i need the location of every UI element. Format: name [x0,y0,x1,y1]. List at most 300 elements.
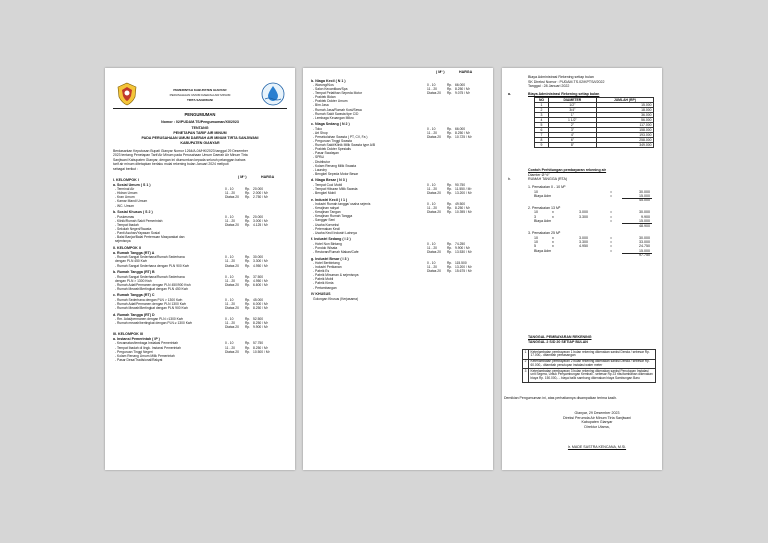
example-qty: Biaya Adm [534,194,552,198]
rate-range: Diatas 20 [427,191,441,195]
tariff-item: - Rumah Jasa/Rumah Kost/Sewa [313,107,362,112]
example-times: x [552,210,554,215]
tariff-item: - Sanggar Seni [313,218,335,223]
tariff-item: - Rumah Sangat Sederhana/Rumah Sederhana [115,255,185,260]
tariff-item: - Tempat Cuci Mobil [313,182,343,187]
rate-value: 20.000 [253,187,264,192]
example-qty: 5 [534,244,536,249]
rate-range: 11 - 20 [225,191,236,196]
example-times: x [552,244,554,249]
note-number: 2 [523,359,529,369]
rate-value: 90.750 [455,182,466,187]
note-number: 1 [523,350,529,360]
rate-value: 3.300 / M³ [253,259,268,264]
rate-value: 10.725 / M³ [455,134,472,139]
column-header-m3: ( M³ ) [238,175,247,179]
rate-currency: Rp. [245,301,251,306]
rate-range: 0 - 10 [427,126,436,131]
rate-range: 0 - 10 [427,82,436,87]
rate-range: Diatas 20 [427,210,441,215]
rate-value: 3.000 / M³ [253,218,268,223]
rate-currency: Rp. [447,82,453,87]
tariff-item: - Tempat Hiburan Milik Swasta [313,186,358,191]
section-subheading: b. Sosial Khusus ( S 2 ) [113,210,153,215]
tariff-item: - Rumah Adat/Permanen dengan PLN 450/900 Kwh [115,282,191,287]
sign-place-date: Gianyar, 29 Desember 2023 [574,411,620,415]
rate-currency: Rp. [447,202,453,206]
row-amount: 56.000 [596,118,653,123]
rate-range: 11 - 20 [225,278,236,283]
rate-range: Diatas 20 [225,349,239,354]
rate-currency: Rp. [447,91,453,96]
row-diameter: 8" [549,143,597,148]
section-subheading: c. Rumah Tangga (RT) C [113,293,155,298]
rate-currency: Rp. [447,265,453,269]
example-amount: 45.000 [639,198,650,203]
tariff-item: - Kerajinan rakyat [313,206,339,211]
tariff-item: - Pabrik Mobil [313,277,334,282]
rate-currency: Rp. [447,210,453,215]
pudam-water-logo [261,82,285,106]
example-times: x [552,214,554,219]
payment-subtitle: TANGGAL 2 S/D 20 SETIAP BULAN [528,340,588,344]
tariff-item: - Pabrik Kimia [313,281,334,286]
row-amount: 36.000 [596,113,653,118]
rate-range: Diatas 20 [225,195,239,200]
section-subheading: b. Niaga Kecil ( N 1 ) [311,78,346,83]
tariff-item: - Praktek Dokter Umum [313,99,348,104]
example-title: 2. Pemakaian 13 M³ [528,205,561,210]
example-rate: 4.950 [579,244,588,249]
note-text: Keterlambatan pembayaran 1 bulan rekening dikenakan sanksi Denda / sebesar Rp. 17.000,- ditambah pemasangan [529,350,656,360]
note-row [523,350,656,360]
rate-range: 0 - 10 [225,297,234,302]
rate-currency: Rp. [447,206,453,211]
tariff-item: - Salon Kecantikan/Spa [313,87,348,91]
sign-role: Direktur Utama, [584,424,610,429]
rate-currency: Rp. [245,306,251,310]
rate-currency: Rp. [447,269,453,274]
tariff-item: - Distributor [313,159,331,164]
row-diameter: 2" [549,123,597,128]
section-heading: II. KELOMPOK II [113,246,141,251]
tariff-item: - Usaha Kecil Industri Lainnya [313,230,357,235]
rate-range: Diatas 20 [225,282,239,287]
tariff-item: - Hotel Berbintang [313,260,340,265]
example-rate: 3.000 [579,235,588,240]
rate-value: 2.000 / M³ [253,191,268,196]
example-amount: 15.000 [639,248,650,253]
tariff-item: - Panti Asuhan/Yayasan Sosial [115,230,160,235]
tariff-item: - Toko [313,126,322,131]
tariff-item: dengan PLN > 1300 Kwh [115,278,152,283]
note-text: Keterlambatan pembayaran 3 bulan rekening dikenakan sanksi Penutupan Instalasi unit Segera, Untuk Penyambungan Kembali - sebesar Rp 23 ribu/tambahan dikenakan biaya Rp. 150.000,- - biaya balik sambung dikenakan biaya Sambungan Baru [529,369,656,382]
section-subheading: b. Rumah Tangga (RT) B [113,270,155,275]
intro-line: 2023 tentang Penetapan Tarif Air Minum pada Perusahaan Umum Daerah Air Minum Tirta [113,153,248,158]
section-subheading: g. Industri Besar ( I 3 ) [311,256,349,261]
tariff-item: - WC. Umum [115,203,135,208]
document-page-3 [502,68,662,470]
tariff-item: - Rumah mewah/bertingkat dengan PLN ≥ 1300 Kwh [115,321,193,326]
subject-line-2: PADA PERUSAHAAN UMUM DAERAH AIR MINUM TIRTA SANJIWANI [141,136,259,140]
row-no: 8 [535,138,549,143]
rate-range: 11 - 20 [427,87,438,91]
section-subheading: IV KHUSUS [311,292,331,297]
admin-line-2: SK Direksi Nomor : PUDAM.TS.02/KPTS/I/2022 [528,79,605,84]
tariff-item: - Usaha Konveksi [313,222,339,227]
tariff-item: - Bengkel Sepeda Motor Besar [313,171,359,176]
tariff-item: - Terminal Air [115,187,135,192]
org-line-2: PERUSAHAAN UMUM DAERAH AIR MINUM [169,93,231,97]
tariff-item: - Art Shop [313,130,328,135]
row-no: 5 [535,123,549,128]
tariff-item: - Laundry [313,167,327,172]
example-rate: 3.300 [579,240,588,244]
section-subheading: e. Industri Kecil ( I 1 ) [311,197,348,202]
tariff-item: - Kolam Renang Milik Swasta [313,163,357,168]
row-amount: 193.000 [596,133,653,138]
rate-range: 0 - 10 [427,260,436,265]
rate-value: 8.250 / M³ [253,306,268,310]
rate-range: 11 - 20 [427,265,438,269]
rate-value: 37.500 [253,274,264,279]
tariff-item: - Peternakan Kecil [313,226,340,231]
column-header-harga: HARGA [261,175,275,179]
rate-range: 0 - 10 [225,187,234,192]
rate-value: 9.075 / M³ [455,91,470,96]
section-subheading: c. Niaga Sedang ( N 2 ) [311,122,350,127]
rate-value: 30.000 [253,255,264,260]
row-amount: 117.000 [596,123,653,128]
rate-range: Diatas 20 [225,306,239,310]
document-title: PENGUMUMAN [184,112,216,117]
org-line-1: PEMERINTAH KABUPATEN GIANYAR [173,88,227,92]
rate-value: 9.900 / M³ [253,325,268,330]
tariff-item: - Kamar Mandi Umum [115,199,148,204]
example-equals: = [610,219,613,224]
row-amount: 18.000 [596,108,653,113]
example-amount: 24.750 [639,244,650,249]
row-diameter: 4" [549,133,597,138]
example-qty: 10 [534,240,538,244]
example-equals: = [610,240,613,244]
rate-value: 66.000 [455,126,466,131]
tariff-item: - Rumah Sangat Sederhana/Rumah Sederhana [115,274,185,279]
tariff-item: - Warung/Kios [313,82,334,87]
rate-currency: Rp. [245,349,251,354]
rate-value: 8.250 / M³ [455,206,470,211]
row-amount: 258.000 [596,138,653,143]
rate-value: 49.500 [455,202,466,206]
note-number: 3 [523,369,529,382]
row-diameter: 6" [549,138,597,143]
intro-line: Sanjiwani Kabupaten Gianyar, dengan ini diumumkan kepada seluruh pelanggan bahwa [113,157,246,162]
examples-title: Contoh Perhitungan pembayaran rekening air [528,168,607,172]
rate-currency: Rp. [245,345,251,350]
rate-currency: Rp. [447,182,453,187]
row-amount: 15.000 [596,103,653,108]
note-text: Keterlambatan pembayaran 2 bulan rekening dikenakan sanksi Denda / sebesar Rp. 60.000,- ditambah penutupan instalasi water meter [529,359,656,369]
section-heading: III. KELOMPOK III [113,332,143,337]
rate-currency: Rp. [245,263,251,268]
subject-line-3: KABUPATEN GIANYAR [180,141,220,145]
rate-range: 11 - 20 [225,321,236,326]
rate-range: 0 - 10 [427,202,436,206]
rate-range: Diatas 20 [427,249,441,254]
rate-range: 0 - 10 [427,241,436,246]
admin-fee-table [534,97,654,148]
intro-line: Berdasarkan Keputusan Bupati Gianyar Nomor 1264/A-04/HK/2023 tanggal 29 Desember [113,149,248,153]
rate-currency: Rp. [245,274,251,279]
rate-currency: Rp. [245,255,251,260]
tariff-item: - Rumah Sangat Sederhana dengan PLN 900 Kwh [115,263,190,268]
document-tentang: TENTANG [191,126,209,130]
tariff-item: sejenisnya [115,239,131,244]
tariff-item: - Bim Jasa [313,103,329,108]
example-amount: 30.000 [639,235,650,240]
rate-value: 45.000 [253,297,264,302]
rate-value: 13.200 / M³ [455,265,472,269]
tariff-item: - Pabrik Minuman & sejenisnya [313,273,359,278]
row-amount: 158.000 [596,128,653,133]
rate-currency: Rp. [245,321,251,326]
tariff-item: - Persekolahan Swasta ( PT, CV, Fa ) [313,134,368,139]
rate-value: 115.500 [455,260,467,265]
rate-value: 4.125 / M³ [253,222,268,227]
example-amount: 33.000 [639,240,650,244]
sign-org-1: Direksi Perumda Air Minum Tirta Sanjiwani [563,415,631,420]
late-payment-notes [522,349,656,383]
rate-value: 2.750 / M³ [253,195,268,200]
rate-currency: Rp. [447,260,453,265]
row-no: 2 [535,108,549,113]
row-diameter: 3" [549,128,597,133]
rate-range: 0 - 10 [225,255,234,260]
tariff-item: - Klinik/Rumah Sakit Pemerintah [115,218,163,223]
example-times: x [552,240,554,244]
rate-currency: Rp. [447,87,453,91]
rate-currency: Rp. [447,191,453,195]
rate-range: 0 - 10 [225,317,234,321]
example-amount: 97.750 [639,253,650,258]
rate-currency: Rp. [447,130,453,135]
tariff-item: dengan PLN 450 Kwh [115,259,148,264]
rate-currency: Rp. [245,222,251,227]
tariff-item: - Rm. Adat/permanen dengan PLN >1300 Kwh [115,317,184,321]
tariff-item: - Restoran/Rumah Makan/Cafe [313,249,359,254]
example-equals: = [610,210,613,215]
tariff-item: - Puskesmas [115,214,135,219]
rate-value: 57.750 [253,341,264,346]
intro-line: sebagai berikut : [113,166,138,171]
row-no: 3 [535,113,549,118]
row-diameter: 1 1/2" [549,118,597,123]
rate-currency: Rp. [245,195,251,200]
tariff-item: - Pondok Wisata [313,245,338,250]
section-subheading: a. Rumah Tangga (RT) A [113,250,155,255]
rate-range: Diatas 20 [225,325,239,330]
note-row [523,369,656,382]
subject-line-1: PENETAPAN TARIF AIR MINUM [173,131,227,135]
row-no: 7 [535,133,549,138]
tariff-item: - Pabrik Es [313,269,330,274]
gianyar-crest-logo [115,82,139,106]
document-number: Nomor : 02/PUDAM.TS/Pengumuman/XII/2023 [161,120,239,124]
rate-range: Diatas 20 [427,91,441,96]
intro-line: tarif air minum ditetapkan berlaku mulai rekening bulan Januari 2024 meliputi [113,162,229,167]
tariff-item: - Perguruan Tinggi Negeri [115,349,153,354]
section-subheading: d. Rumah Tangga (RT) D [113,312,155,317]
tariff-item: - Industri Perikanan [313,265,342,269]
payment-title: TANGGAL PEMBAYARAN REKENING [528,335,592,339]
rate-range: 11 - 20 [427,245,438,250]
rate-currency: Rp. [245,191,251,196]
rate-value: 8.250 / M³ [455,130,470,135]
example-equals: = [610,235,613,240]
admin-line-1: Biaya Administrasi Rekening setiap bulan [528,75,594,79]
example-qty: 10 [534,189,538,194]
rate-value: 13.200 / M³ [455,191,472,195]
rate-range: 0 - 10 [427,182,436,187]
example-title: 1. Pemakaian 0 - 10 M³ [528,185,566,189]
rate-value: 8.250 / M³ [253,345,268,350]
rate-range: 0 - 10 [225,341,234,346]
rate-range: 11 - 20 [225,218,236,223]
tariff-item: - Sekolah Negeri/Swasta [115,226,152,231]
tariff-item: - Kerajinan Rumah Tangga [313,214,353,219]
tariff-item: - Pasar Swalayan [313,151,339,156]
rate-value: 8.250 / M³ [455,87,470,91]
note-row [523,359,656,369]
tariff-item: - Rumah Mewah/Bertingkat dengan PLN 900 Kwh [115,306,188,310]
col-no: NO [535,98,549,103]
examples-prefix: b. [508,177,511,181]
row-no: 6 [535,128,549,133]
tariff-item: - Tempat Pelatihan Sepeda Motor [313,91,363,96]
rate-value: 11.550 / M³ [455,186,472,191]
example-qty: Biaya Adm [534,248,552,253]
tariff-item: - Tempat Ibadah di lingk. Instansi Pemerintah [115,345,181,350]
rate-value: 13.530 / M³ [455,249,472,254]
example-equals: = [610,214,613,219]
tariff-item: - Kecamatan/lembaga Instalasi Pemerintah [115,341,179,346]
admin-table-prefix: a. [508,92,511,96]
tariff-item: - Rumah Sederhana dengan PLN > 1300 Kwh [115,297,183,302]
example-rate: 3.000 [579,210,588,215]
rate-range: Diatas 20 [427,134,441,139]
document-page-1 [105,68,295,470]
rate-range: 11 - 20 [427,130,438,135]
example-rate: 3.300 [579,214,588,219]
row-diameter: 1/2" [549,103,597,108]
rate-currency: Rp. [245,341,251,346]
rate-currency: Rp. [245,317,251,321]
tariff-item: - Rumah Adat/Permanen dengan PLN 1300 Kwh [115,301,187,306]
section-subheading: f. Industri Sedang ( I 2 ) [311,237,351,242]
rate-currency: Rp. [245,282,251,287]
tariff-item: - Rumah Sakit Swasta tipe C/D [313,111,359,116]
example-amount: 15.000 [639,194,650,198]
rate-value: 4.950 / M³ [253,278,268,283]
example-equals: = [610,248,613,253]
rate-currency: Rp. [245,214,251,219]
example-qty: 10 [534,235,538,240]
row-diameter: 3/4" [549,108,597,113]
header-divider [113,108,287,109]
example-equals: = [610,194,613,198]
rate-currency: Rp. [447,249,453,254]
tariff-item: - Pasar Desa/Tradisional/Rakyat [115,357,163,362]
rate-currency: Rp. [447,186,453,191]
admin-line-3: Tanggal : 28 Januari 2022 [528,84,570,88]
example-qty: 3 [534,214,536,219]
rate-range: 0 - 10 [225,214,234,219]
row-no: 4 [535,118,549,123]
tariff-item: - Perguruan Tinggi Swasta [313,139,352,143]
rate-currency: Rp. [245,187,251,192]
example-qty: 10 [534,210,538,215]
rate-value: 20.000 [253,214,264,219]
example-qty: Biaya Adm [534,219,552,224]
rate-currency: Rp. [447,126,453,131]
rate-range: 11 - 20 [225,259,236,264]
rate-range: 11 - 20 [225,345,236,350]
rate-value: 52.500 [253,317,264,321]
rate-currency: Rp. [245,325,251,330]
rate-range: 11 - 20 [225,301,236,306]
section-heading: I. KELOMPOK I [113,178,139,182]
rate-value: 6.600 / M³ [253,282,268,287]
tariff-item: - Bengkel Mobil [313,191,336,195]
example-amount: 15.000 [639,219,650,224]
tariff-item: - Rumah Sakit/Klinik Milik Swasta type A/B [313,143,376,148]
row-amount: 349.000 [596,143,653,148]
col-diameter: DIAMETER [549,98,597,103]
example-equals: = [610,244,613,249]
rate-value: 9.900 / M³ [455,245,470,250]
rate-range: Diatas 20 [225,263,239,268]
column-header-m3: ( M³ ) [436,70,445,74]
row-diameter: 1" [549,113,597,118]
tariff-item: - Kran Umum [115,195,135,200]
tariff-item: - Praktek Bidan [313,95,336,100]
examples-group: RUMAH TANGGA (RTA) [528,177,568,181]
tariff-item: - SPBU [313,155,324,160]
tariff-item: - Kolam Renang Umum Milik Pemerintah [115,353,175,358]
col-jumlah: JUMLAH (RP) [596,98,653,103]
org-line-3: TIRTA SANJIWANI [187,98,213,102]
sign-org-2: Kabupaten Gianyar [581,420,613,424]
rate-currency: Rp. [447,134,453,139]
tariff-item: Golongan Khusus (Kerjasama) [313,296,359,301]
rate-value: 8.250 / M³ [253,321,268,326]
example-title: 3. Pemakaian 25 M³ [528,231,561,235]
tariff-item: - Hidran Umum [115,191,138,196]
column-header-harga: HARGA [459,70,473,74]
example-amount: 30.000 [639,189,650,194]
rate-range: 11 - 20 [427,186,438,191]
admin-table-title: Biaya Administrasi Rekening setiap bulan [528,92,600,96]
section-subheading: a. Instansi Pemerintah ( IP ) [113,337,160,341]
rate-range: Diatas 20 [427,269,441,274]
tariff-item: - Kerajinan Tangan [313,210,341,215]
rate-range: 11 - 20 [427,206,438,211]
rate-value: 10.500 / M³ [253,349,270,354]
example-amount: 48.900 [639,223,650,228]
example-amount: 9.900 [641,214,650,219]
rate-currency: Rp. [245,259,251,264]
example-amount: 30.000 [639,210,650,215]
